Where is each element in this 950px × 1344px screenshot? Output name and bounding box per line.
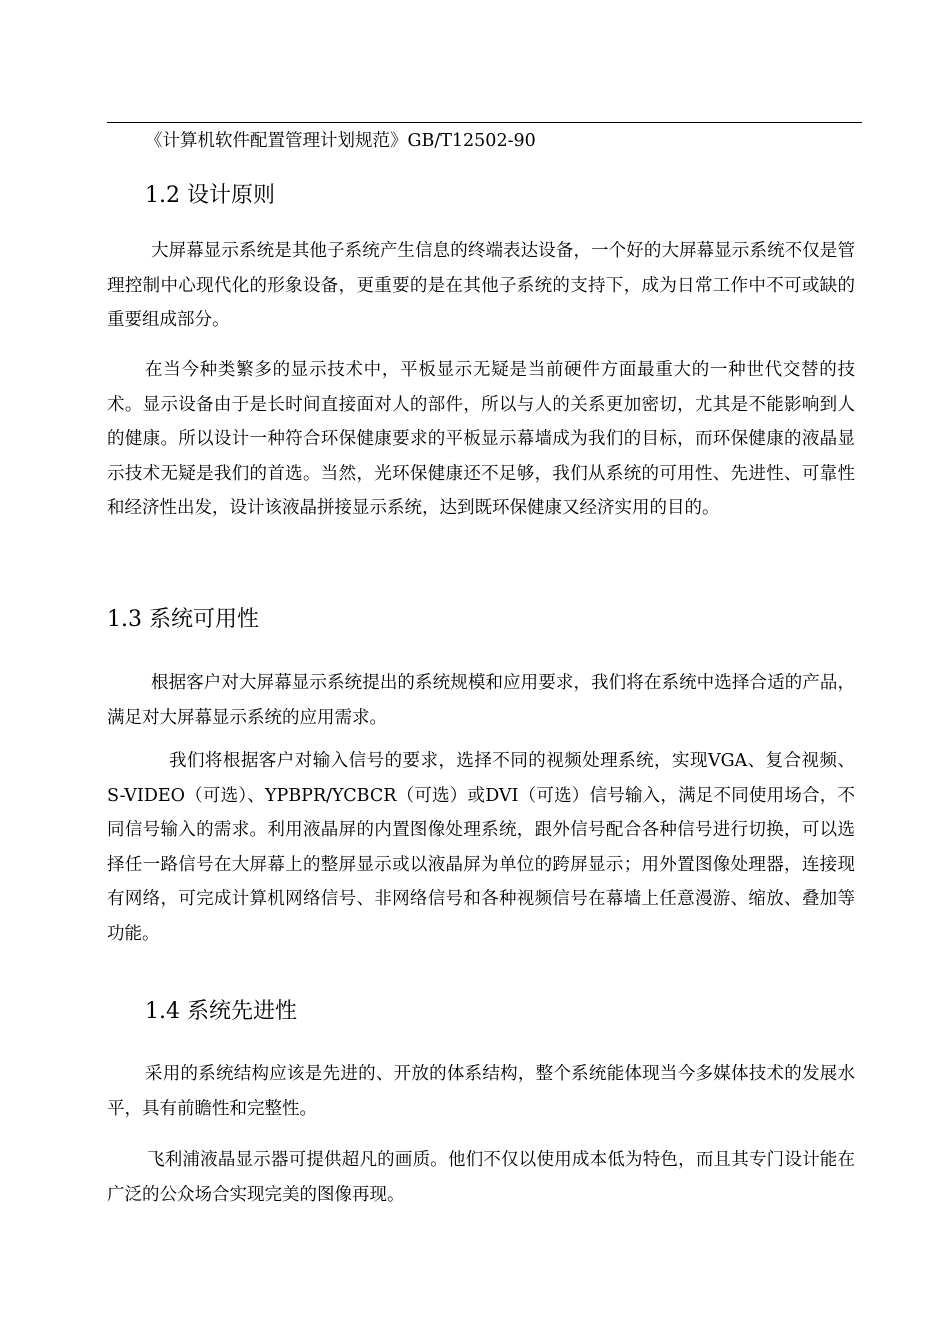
reference-line: 《计算机软件配置管理计划规范》GB/T12502-90	[145, 131, 536, 151]
paragraph-1-4-b: 飞利浦液晶显示器可提供超凡的画质。他们不仅以使用成本低为特色，而且其专门设计能在广泛的公众场合实现完美的图像再现。	[107, 1150, 855, 1205]
section-heading-1-4: 1.4 系统先进性	[145, 999, 297, 1024]
header-rule	[107, 122, 862, 123]
paragraph-1-2-a: 大屏幕显示系统是其他子系统产生信息的终端表达设备，一个好的大屏幕显示系统不仅是管理控制中心现代化的形象设备，更重要的是在其他子系统的支持下，成为日常工作中不可或缺的重要组成部分。	[107, 241, 855, 331]
section-heading-1-3: 1.3 系统可用性	[107, 607, 259, 632]
paragraph-1-2-b: 在当今种类繁多的显示技术中，平板显示无疑是当前硬件方面最重大的一种世代交替的技术。显示设备由于是长时间直接面对人的部件，所以与人的关系更加密切，尤其是不能影响到人的健康。所以设计一种符合环保健康要求的平板显示幕墙成为我们的目标，而环保健康的液晶显示技术无疑是我们的首选。当然，光环保健康还不足够，我们从系统的可用性、先进性、可靠性和经济性出发，设计该液晶拼接显示系统，达到既环保健康又经济实用的目的。	[107, 360, 855, 519]
paragraph-1-4-a: 采用的系统结构应该是先进的、开放的体系结构，整个系统能体现当今多媒体技术的发展水平，具有前瞻性和完整性。	[107, 1064, 855, 1119]
paragraph-1-3-b: 我们将根据客户对输入信号的要求，选择不同的视频处理系统，实现VGA、复合视频、S-VIDEO（可选）、YPBPR/YCBCR（可选）或DVI（可选）信号输入，满足不同使用场合，不同信号输入的需求。利用液晶屏的内置图像处理系统，跟外信号配合各种信号进行切换，可以选择任一路信号在大屏幕上的整屏显示或以液晶屏为单位的跨屏显示；用外置图像处理器，连接现有网络，可完成计算机网络信号、非网络信号和各种视频信号在幕墙上任意漫游、缩放、叠加等功能。	[107, 751, 855, 944]
section-heading-1-2: 1.2 设计原则	[145, 183, 275, 208]
paragraph-1-3-a: 根据客户对大屏幕显示系统提出的系统规模和应用要求，我们将在系统中选择合适的产品，满足对大屏幕显示系统的应用需求。	[107, 673, 855, 728]
